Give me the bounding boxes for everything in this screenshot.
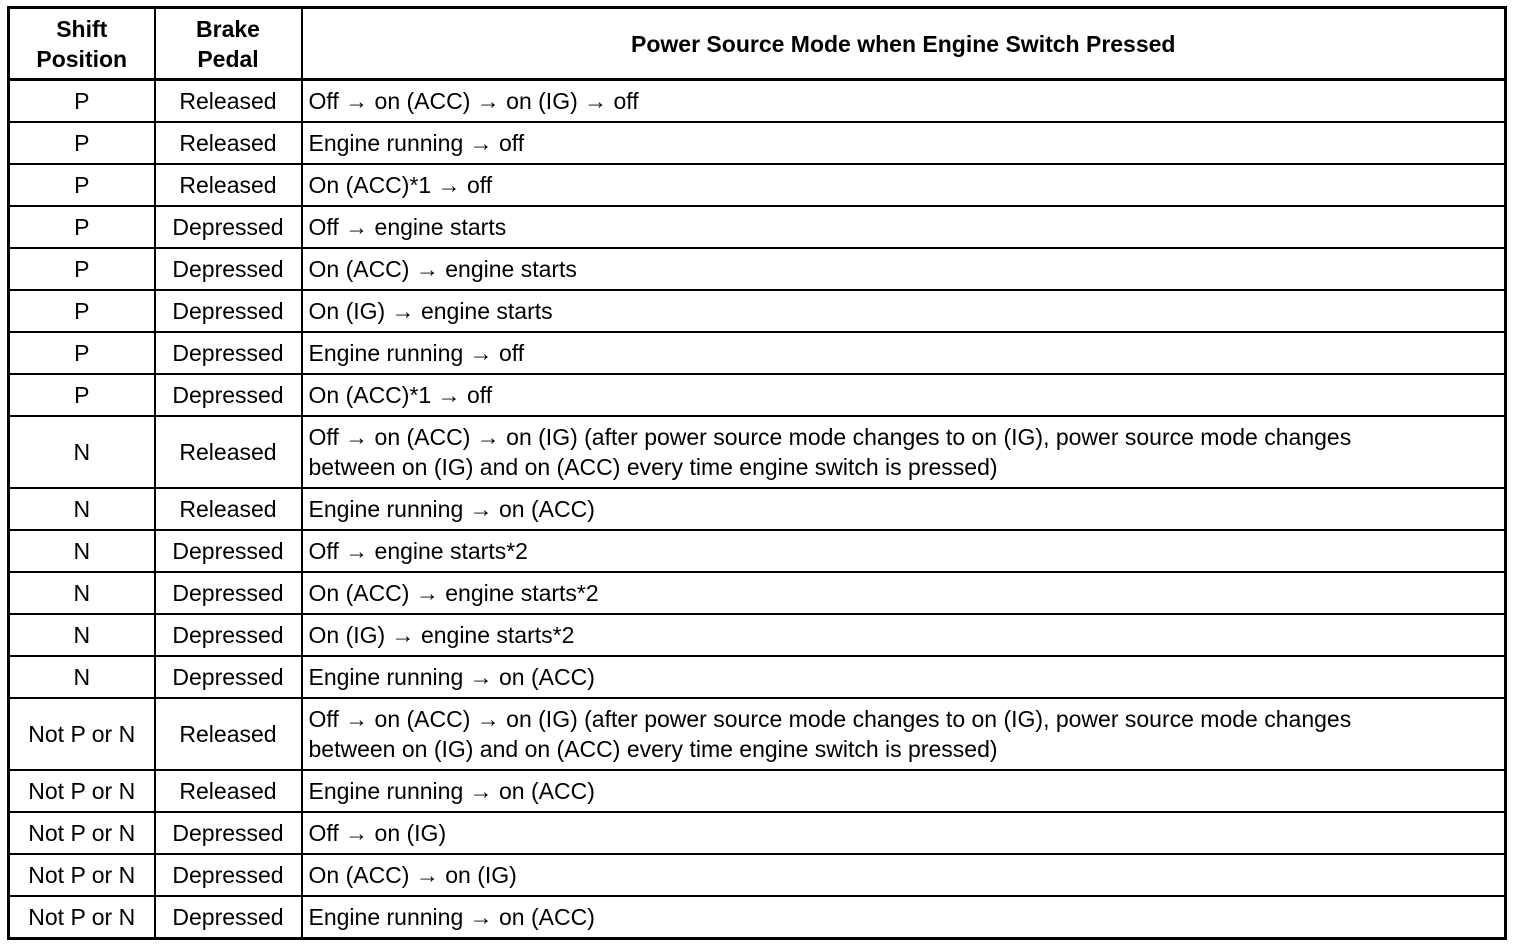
cell-brake: Depressed: [155, 530, 302, 572]
table-row: [9, 122, 1506, 164]
header-brake-pedal: [155, 8, 302, 80]
cell-shift: Not P or N: [9, 812, 155, 854]
cell-mode: On (ACC) → on (IG): [302, 854, 1506, 896]
table-row: [9, 530, 1506, 572]
cell-mode: On (ACC)*1 → off: [302, 374, 1506, 416]
cell-mode: Engine running → on (ACC): [302, 770, 1506, 812]
table-body: [9, 80, 1506, 939]
cell-mode: Off → on (IG): [302, 812, 1506, 854]
cell-shift: P: [9, 206, 155, 248]
cell-brake: Released: [155, 416, 302, 488]
cell-mode: Off → engine starts*2: [302, 530, 1506, 572]
table-row: [9, 572, 1506, 614]
cell-mode: On (IG) → engine starts*2: [302, 614, 1506, 656]
table-row: [9, 80, 1506, 123]
power-source-mode-table: [7, 6, 1507, 940]
header-shift-line1: Shift: [56, 15, 108, 42]
cell-brake: Released: [155, 698, 302, 770]
cell-mode: On (ACC) → engine starts*2: [302, 572, 1506, 614]
cell-shift: Not P or N: [9, 770, 155, 812]
cell-brake: Depressed: [155, 614, 302, 656]
cell-brake: Released: [155, 80, 302, 123]
cell-shift: P: [9, 290, 155, 332]
table-row: [9, 854, 1506, 896]
cell-brake: Depressed: [155, 374, 302, 416]
table-row: [9, 656, 1506, 698]
table-row: [9, 248, 1506, 290]
cell-shift: P: [9, 122, 155, 164]
cell-shift: P: [9, 80, 155, 123]
cell-brake: Depressed: [155, 854, 302, 896]
table-row: [9, 416, 1506, 488]
cell-brake: Depressed: [155, 572, 302, 614]
table-row: [9, 164, 1506, 206]
table-row: [9, 290, 1506, 332]
cell-brake: Released: [155, 122, 302, 164]
cell-mode: Off → engine starts: [302, 206, 1506, 248]
cell-shift: P: [9, 332, 155, 374]
cell-mode: [302, 698, 1506, 770]
table-row: [9, 698, 1506, 770]
header-shift-position: [9, 8, 155, 80]
cell-mode: On (ACC)*1 → off: [302, 164, 1506, 206]
cell-mode: Engine running → on (ACC): [302, 488, 1506, 530]
cell-mode: On (ACC) → engine starts: [302, 248, 1506, 290]
cell-shift: Not P or N: [9, 896, 155, 939]
header-brake-line1: Brake: [196, 15, 260, 42]
table-row: [9, 374, 1506, 416]
cell-mode: Engine running → on (ACC): [302, 896, 1506, 939]
cell-shift: P: [9, 248, 155, 290]
table-row: [9, 770, 1506, 812]
cell-shift: N: [9, 530, 155, 572]
header-shift-line2: Position: [36, 45, 128, 72]
table-row: [9, 812, 1506, 854]
cell-brake: Depressed: [155, 206, 302, 248]
header-power-source-mode: Power Source Mode when Engine Switch Pressed: [302, 8, 1506, 80]
cell-mode: Engine running → off: [302, 332, 1506, 374]
cell-mode-line1: Off → on (ACC) → on (IG) (after power source mode changes to on (IG), power source mode changes: [308, 424, 1352, 450]
cell-brake: Released: [155, 488, 302, 530]
cell-brake: Depressed: [155, 248, 302, 290]
cell-brake: Released: [155, 164, 302, 206]
table-row: [9, 488, 1506, 530]
cell-mode-line2: between on (IG) and on (ACC) every time engine switch is pressed): [308, 736, 998, 762]
cell-brake: Released: [155, 770, 302, 812]
cell-mode: Off → on (ACC) → on (IG) → off: [302, 80, 1506, 123]
table-row: [9, 896, 1506, 939]
table-row: [9, 206, 1506, 248]
cell-shift: N: [9, 416, 155, 488]
cell-shift: Not P or N: [9, 698, 155, 770]
cell-mode-line2: between on (IG) and on (ACC) every time engine switch is pressed): [308, 454, 998, 480]
cell-shift: N: [9, 614, 155, 656]
cell-brake: Depressed: [155, 812, 302, 854]
cell-shift: N: [9, 656, 155, 698]
power-source-table-container: [7, 6, 1507, 940]
cell-mode: On (IG) → engine starts: [302, 290, 1506, 332]
cell-mode-line1: Off → on (ACC) → on (IG) (after power source mode changes to on (IG), power source mode changes: [308, 706, 1352, 732]
cell-brake: Depressed: [155, 290, 302, 332]
cell-mode: Engine running → on (ACC): [302, 656, 1506, 698]
cell-mode: Engine running → off: [302, 122, 1506, 164]
header-brake-line2: Pedal: [197, 45, 259, 72]
cell-brake: Depressed: [155, 656, 302, 698]
cell-mode: [302, 416, 1506, 488]
cell-brake: Depressed: [155, 332, 302, 374]
table-row: [9, 614, 1506, 656]
cell-shift: P: [9, 164, 155, 206]
table-header-row: [9, 8, 1506, 80]
cell-shift: N: [9, 572, 155, 614]
table-row: [9, 332, 1506, 374]
cell-shift: N: [9, 488, 155, 530]
cell-shift: P: [9, 374, 155, 416]
cell-shift: Not P or N: [9, 854, 155, 896]
cell-brake: Depressed: [155, 896, 302, 939]
